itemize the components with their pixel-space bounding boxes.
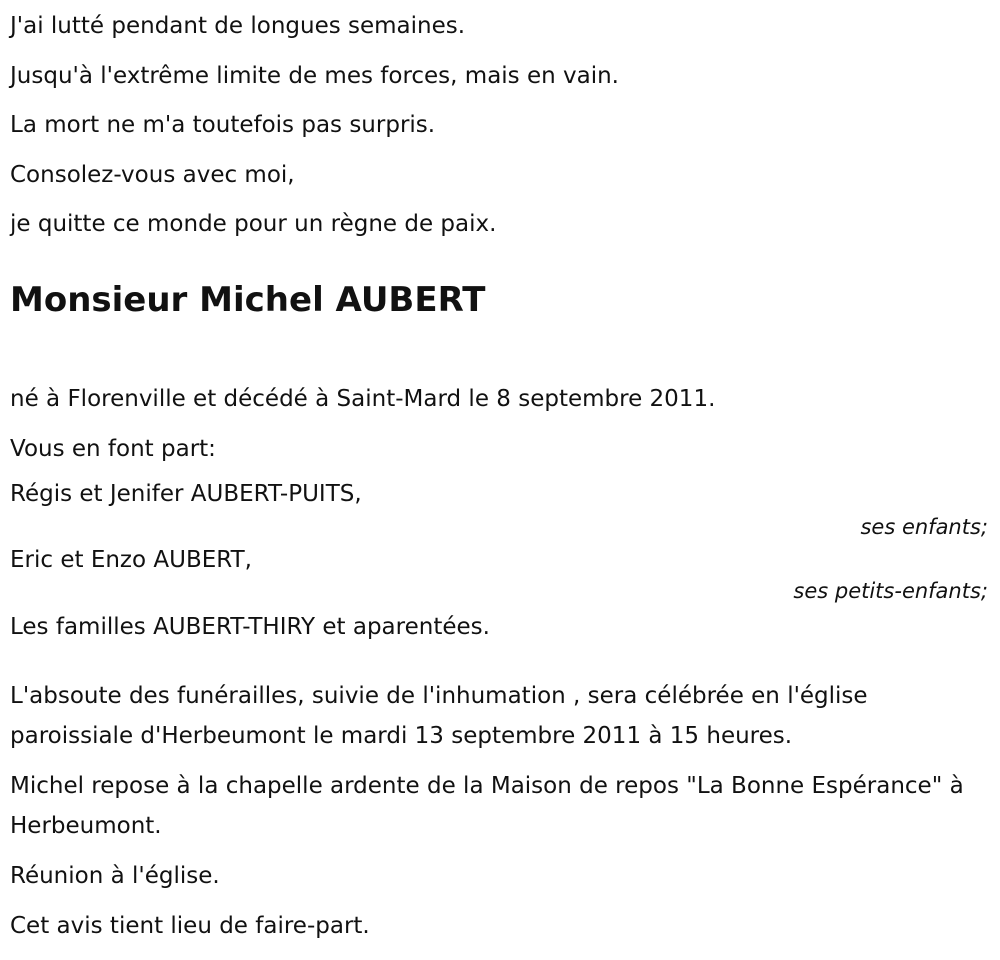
poem-line: Consolez-vous avec moi, [10,161,295,188]
poem-line: La mort ne m'a toutefois pas surpris. [10,112,436,138]
grandchildren-names: Eric et Enzo AUBERT, [10,546,252,573]
obituary-notice [10,0,990,956]
poem-line: Jusqu'à l'extrême limite de mes forces, mais en vain. [10,62,619,89]
poem-line: je quitte ce monde pour un règne de paix. [10,211,497,237]
poem [10,0,990,248]
meeting-text: Réunion à l'église. [10,862,220,889]
children-names: Régis et Jenifer AUBERT-PUITS, [10,480,362,507]
funeral-text: L'absoute des funérailles, suivie de l'inhumation , sera célébrée en l'église paroissiale d'Herbeumont le mardi 13 septembre 2011 à 15 heures. [10,682,868,749]
announce-text: Vous en font part: [10,435,216,462]
birth-death-text: né à Florenville et décédé à Saint-Mard le 8 septembre 2011. [10,385,716,412]
notice-text: Cet avis tient lieu de faire-part. [10,912,370,939]
other-families: Les familles AUBERT-THIRY et aparentées. [10,613,490,640]
poem-line: J'ai lutté pendant de longues semaines. [10,13,466,39]
grandchildren-role: ses petits-enfants; [793,578,988,603]
children-role: ses enfants; [860,514,988,539]
rest-text: Michel repose à la chapelle ardente de la Maison de repos "La Bonne Espérance" à Herbeumont. [10,772,964,839]
deceased-name: Monsieur Michel AUBERT [10,279,486,320]
